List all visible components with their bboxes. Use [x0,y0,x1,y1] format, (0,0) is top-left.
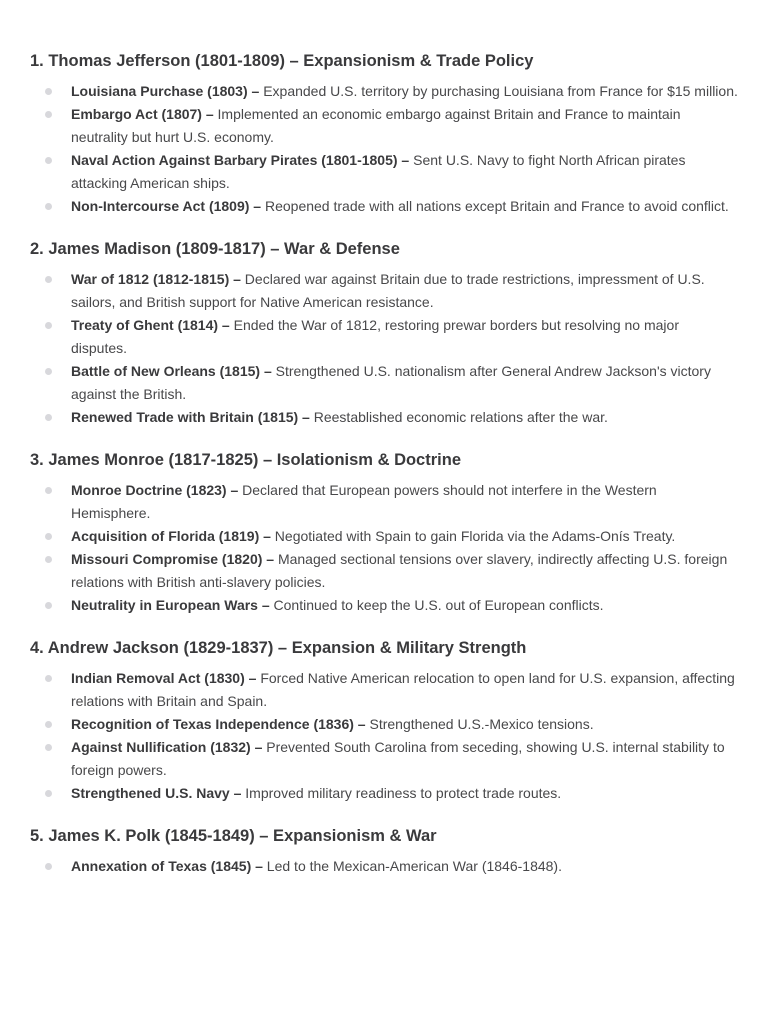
item-term: Treaty of Ghent (1814) – [71,317,230,333]
bullet-list [30,667,738,805]
list-item [30,782,738,805]
item-description: Negotiated with Spain to gain Florida via the Adams-Onís Treaty. [270,528,676,544]
item-description: Prevented South Carolina from seceding, showing U.S. internal stability to foreign powers. [71,739,725,778]
bullet-dot-icon [45,556,52,563]
bullet-list [30,479,738,617]
section-title: 3. James Monroe (1817-1825) – Isolationism & Doctrine [30,451,461,469]
item-description: Reestablished economic relations after the war. [309,409,608,425]
item-term: War of 1812 (1812-1815) – [71,271,241,287]
item-description: Implemented an economic embargo against Britain and France to maintain neutrality but hurt U.S. economy. [71,106,681,145]
item-term: Annexation of Texas (1845) – [71,858,263,874]
section-monroe [30,447,738,617]
item-description: Ended the War of 1812, restoring prewar borders but resolving no major disputes. [71,317,679,356]
item-description: Led to the Mexican-American War (1846-1848). [262,858,562,874]
bullet-list [30,855,738,878]
bullet-dot-icon [45,157,52,164]
section-madison [30,236,738,429]
list-item [30,548,738,594]
item-term: Renewed Trade with Britain (1815) – [71,409,310,425]
section-title: 5. James K. Polk (1845-1849) – Expansionism & War [30,827,437,845]
bullet-list [30,268,738,429]
list-item [30,594,738,617]
item-term: Recognition of Texas Independence (1836) – [71,716,366,732]
list-item [30,525,738,548]
item-term: Embargo Act (1807) – [71,106,214,122]
bullet-dot-icon [45,203,52,210]
list-item [30,479,738,525]
bullet-list [30,80,738,218]
bullet-dot-icon [45,675,52,682]
section-title: 2. James Madison (1809-1817) – War & Defense [30,240,400,258]
bullet-dot-icon [45,111,52,118]
item-description: Sent U.S. Navy to fight North African pirates attacking American ships. [71,152,686,191]
bullet-dot-icon [45,276,52,283]
list-item [30,406,738,429]
item-term: Louisiana Purchase (1803) – [71,83,260,99]
item-description: Managed sectional tensions over slavery, indirectly affecting U.S. foreign relations with British anti-slavery policies. [71,551,728,590]
item-term: Strengthened U.S. Navy – [71,785,242,801]
list-item [30,360,738,406]
bullet-dot-icon [45,602,52,609]
item-description: Strengthened U.S.-Mexico tensions. [365,716,594,732]
bullet-dot-icon [45,487,52,494]
section-jefferson [30,48,738,218]
bullet-dot-icon [45,863,52,870]
bullet-dot-icon [45,414,52,421]
item-description: Reopened trade with all nations except Britain and France to avoid conflict. [261,198,729,214]
bullet-dot-icon [45,721,52,728]
list-item [30,103,738,149]
item-term: Monroe Doctrine (1823) – [71,482,239,498]
item-term: Against Nullification (1832) – [71,739,263,755]
item-term: Missouri Compromise (1820) – [71,551,275,567]
bullet-dot-icon [45,533,52,540]
item-term: Acquisition of Florida (1819) – [71,528,271,544]
item-description: Continued to keep the U.S. out of European conflicts. [269,597,604,613]
bullet-dot-icon [45,88,52,95]
item-description: Improved military readiness to protect trade routes. [241,785,562,801]
item-description: Forced Native American relocation to open land for U.S. expansion, affecting relations with Britain and Spain. [71,670,735,709]
section-title: 4. Andrew Jackson (1829-1837) – Expansion & Military Strength [30,639,527,657]
bullet-dot-icon [45,368,52,375]
list-item [30,667,738,713]
item-term: Indian Removal Act (1830) – [71,670,257,686]
list-item [30,736,738,782]
list-item [30,149,738,195]
list-item [30,195,738,218]
item-description: Declared that European powers should not interfere in the Western Hemisphere. [71,482,657,521]
section-jackson [30,635,738,805]
bullet-dot-icon [45,744,52,751]
bullet-dot-icon [45,790,52,797]
item-description: Declared war against Britain due to trade restrictions, impressment of U.S. sailors, and British support for Native American resistance. [71,271,705,310]
item-term: Neutrality in European Wars – [71,597,270,613]
section-polk [30,823,738,878]
bullet-dot-icon [45,322,52,329]
section-title: 1. Thomas Jefferson (1801-1809) – Expansionism & Trade Policy [30,52,534,70]
item-description: Expanded U.S. territory by purchasing Louisiana from France for $15 million. [259,83,738,99]
list-item [30,268,738,314]
list-item [30,80,738,103]
list-item [30,713,738,736]
item-term: Naval Action Against Barbary Pirates (1801-1805) – [71,152,410,168]
list-item [30,314,738,360]
item-description: Strengthened U.S. nationalism after General Andrew Jackson's victory against the British. [71,363,711,402]
item-term: Non-Intercourse Act (1809) – [71,198,262,214]
list-item [30,855,738,878]
item-term: Battle of New Orleans (1815) – [71,363,272,379]
